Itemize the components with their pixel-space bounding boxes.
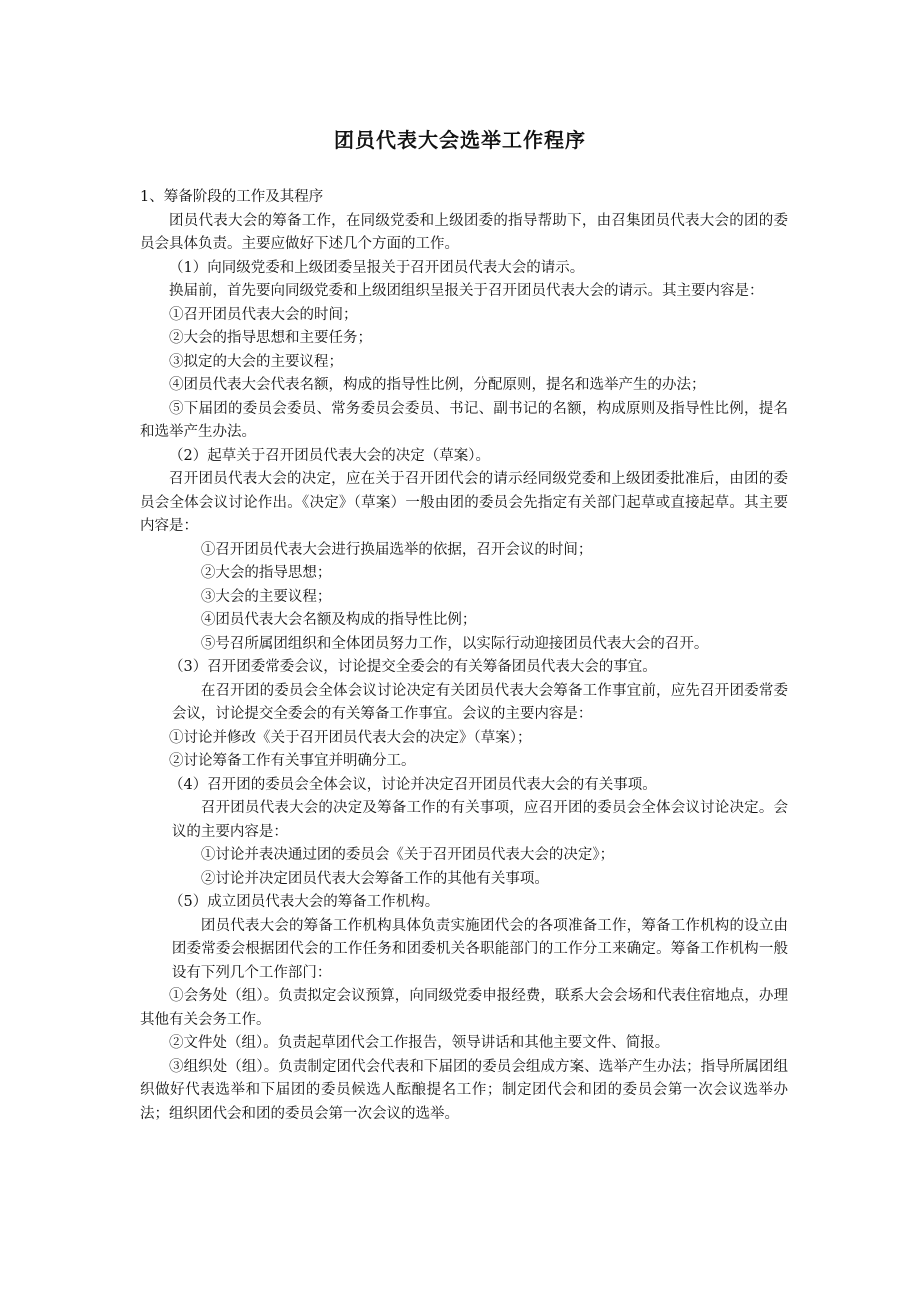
paragraph: （5）成立团员代表大会的筹备工作机构。 <box>169 894 440 910</box>
paragraph: 在召开团的委员会全体会议讨论决定有关团员代表大会筹备工作事宜前，应先召开团委常委会议，讨论提交全委会的有关筹备工作事宜。会议的主要内容是： <box>171 682 788 722</box>
paragraph: ⑤下届团的委员会委员、常务委员会委员、书记、副书记的名额，构成原则及指导性比例，提名和选举产生办法。 <box>140 400 788 440</box>
paragraph: ②文件处（组）。负责起草团代会工作报告，领导讲话和其他主要文件、简报。 <box>169 1035 670 1051</box>
paragraph: ①召开团员代表大会进行换届选举的依据，召开会议的时间； <box>200 541 593 558</box>
paragraph: ①召开团员代表大会的时间； <box>169 306 358 323</box>
paragraph: ③组织处（组）。负责制定团代会代表和下届团的委员会组成方案、选举产生办法；指导所属团组织做好代表选举和下届团的委员候选人酝酿提名工作；制定团代会和团的委员会第一次会议选举办法；组织团代会和团的委员会第一次会议的选举。 <box>140 1058 788 1122</box>
paragraph: ④团员代表大会名额及构成的指导性比例； <box>200 612 477 628</box>
paragraph: ④团员代表大会代表名额，构成的指导性比例，分配原则，提名和选举产生的办法； <box>169 377 706 393</box>
paragraph: ②大会的指导思想； <box>200 565 332 581</box>
paragraph: ③拟定的大会的主要议程； <box>169 353 343 370</box>
paragraph: ②讨论筹备工作有关事宜并明确分工。 <box>169 753 416 769</box>
paragraph: （3）召开团委常委会议，讨论提交全委会的有关筹备团员代表大会的事宜。 <box>169 659 657 675</box>
paragraph: ②讨论并决定团员代表大会筹备工作的其他有关事项。 <box>200 870 549 887</box>
paragraph: ⑤号召所属团组织和全体团员努力工作，以实际行动迎接团员代表大会的召开。 <box>200 635 709 652</box>
paragraph: （4）召开团的委员会全体会议，讨论并决定召开团员代表大会的有关事项。 <box>169 776 657 793</box>
paragraph: 召开团员代表大会的决定，应在关于召开团代会的请示经同级党委和上级团委批准后，由团的委员会全体会议讨论作出。《决定》（草案）一般由团的委员会先指定有关部门起草或直接起草。其主要内容是： <box>140 471 788 534</box>
paragraph: ③大会的主要议程； <box>200 588 332 605</box>
paragraph: （2）起草关于召开团员代表大会的决定（草案）。 <box>169 447 490 464</box>
document-body <box>140 186 788 1126</box>
paragraph: ①讨论并表决通过团的委员会《关于召开团员代表大会的决定》； <box>200 847 615 863</box>
document-title: 团员代表大会选举工作程序 <box>334 128 586 152</box>
paragraph: 召开团员代表大会的决定及筹备工作的有关事项，应召开团的委员会全体会议讨论决定。会议的主要内容是： <box>171 800 788 840</box>
paragraph: ①会务处（组）。负责拟定会议预算，向同级党委申报经费，联系大会会场和代表住宿地点，办理其他有关会务工作。 <box>140 988 788 1028</box>
paragraph: ①讨论并修改《关于召开团员代表大会的决定》（草案）； <box>169 729 532 746</box>
paragraph: （1）向同级党委和上级团委呈报关于召开团员代表大会的请示。 <box>169 259 585 276</box>
paragraph: 换届前，首先要向同级党委和上级团组织呈报关于召开团员代表大会的请示。其主要内容是： <box>169 283 764 299</box>
paragraph: 1、筹备阶段的工作及其程序 <box>140 189 324 205</box>
paragraph: ②大会的指导思想和主要任务； <box>169 330 372 346</box>
paragraph: 团员代表大会的筹备工作，在同级党委和上级团委的指导帮助下，由召集团员代表大会的团的委员会具体负责。主要应做好下述几个方面的工作。 <box>140 212 788 252</box>
paragraph: 团员代表大会的筹备工作机构具体负责实施团代会的各项准备工作，筹备工作机构的设立由团委常委会根据团代会的工作任务和团委机关各职能部门的工作分工来确定。筹备工作机构一般设有下列几个工作部门： <box>171 917 788 981</box>
